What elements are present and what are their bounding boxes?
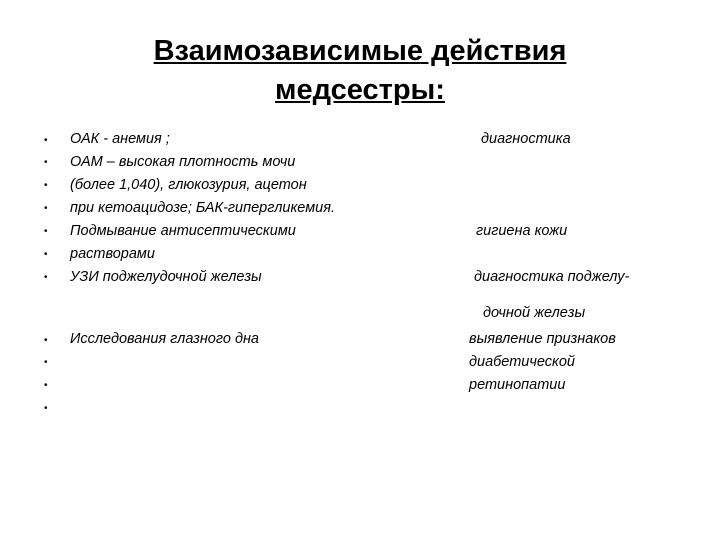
list-item-hygiene: Подмывание антисептическими [70,223,296,239]
purpose-pancreas-diagnostics-continued: дочной железы [483,305,586,321]
purpose-retinopathy-signs-line-2: диабетической [469,354,575,370]
bullet-marker: • [44,203,48,214]
purpose-skin-hygiene: гигиена кожи [476,223,568,239]
list-item-oak: ОАК - анемия ; [70,131,170,147]
list-item-ultrasound: УЗИ поджелудочной железы [70,269,262,285]
bullet-marker: • [44,272,48,283]
bullet-marker: • [44,380,48,391]
bullet-marker: • [44,249,48,260]
list-item-bak: при кетоацидозе; БАК-гипергликемия. [70,200,335,216]
bullet-marker: • [44,180,48,191]
purpose-retinopathy-signs-line-3: ретинопатии [469,377,566,393]
purpose-pancreas-diagnostics: диагностика поджелу- [474,269,630,285]
bullet-marker: • [44,226,48,237]
bullet-marker: • [44,357,48,368]
purpose-retinopathy-signs: выявление признаков [469,331,616,347]
bullet-marker: • [44,157,48,168]
purpose-diagnostics: диагностика [481,131,571,147]
list-item-hygiene-continued: растворами [70,246,155,262]
list-item-oam: ОАМ – высокая плотность мочи [70,154,296,170]
list-item-oam-continued: (более 1,040), глюкозурия, ацетон [70,177,307,193]
bullet-marker: • [44,335,48,346]
slide-title-line-1: Взаимозависимые действия [153,35,567,67]
bullet-marker: • [44,135,48,146]
bullet-marker: • [44,403,48,414]
list-item-fundus-exam: Исследования глазного дна [70,331,259,347]
slide-title-line-2: медсестры: [275,74,445,106]
